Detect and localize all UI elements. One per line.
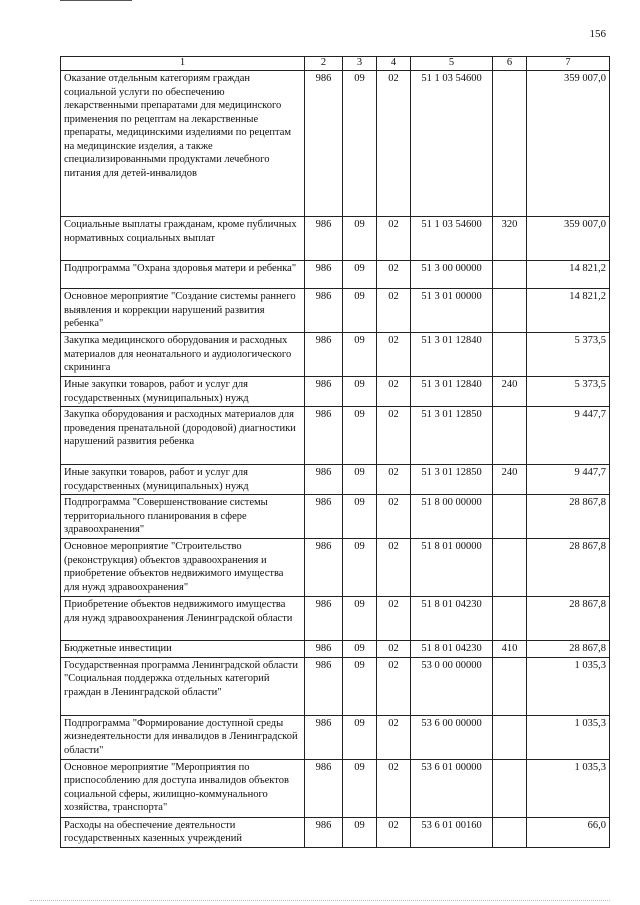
row-expense-type-cell (493, 407, 527, 465)
row-target-code-cell: 53 6 01 00160 (411, 817, 493, 847)
table-header-row (61, 57, 610, 71)
table-row (61, 495, 610, 539)
row-name-cell: Расходы на обеспечение деятельности государственных казенных учреждений (61, 817, 305, 847)
row-amount-cell: 9 447,7 (527, 407, 610, 465)
row-amount-cell: 28 867,8 (527, 597, 610, 641)
row-subsection-cell: 02 (377, 597, 411, 641)
table-row (61, 465, 610, 495)
row-section-cell: 09 (343, 641, 377, 658)
row-amount-cell: 5 373,5 (527, 333, 610, 377)
row-name-cell: Основное мероприятие "Мероприятия по приспособлению для доступа инвалидов объектов социальной сферы, жилищно-коммунального хозяйства, транспорта" (61, 759, 305, 817)
row-target-code-cell: 51 8 01 04230 (411, 597, 493, 641)
row-name-cell: Бюджетные инвестиции (61, 641, 305, 658)
row-section-cell: 09 (343, 333, 377, 377)
row-admin-code-cell: 986 (305, 597, 343, 641)
row-admin-code-cell: 986 (305, 641, 343, 658)
row-admin-code-cell: 986 (305, 465, 343, 495)
row-subsection-cell: 02 (377, 71, 411, 217)
header-col-7: 7 (527, 57, 610, 71)
row-section-cell: 09 (343, 377, 377, 407)
row-name-cell: Основное мероприятие "Строительство (реконструкция) объектов здравоохранения и приобретение объектов недвижимого имущества для нужд здравоохранения" (61, 539, 305, 597)
row-admin-code-cell: 986 (305, 817, 343, 847)
scan-edge-mark (60, 0, 132, 1)
row-expense-type-cell: 410 (493, 641, 527, 658)
row-section-cell: 09 (343, 657, 377, 715)
row-admin-code-cell: 986 (305, 261, 343, 289)
row-section-cell: 09 (343, 407, 377, 465)
row-name-cell: Закупка медицинского оборудования и расходных материалов для неонатального и аудиологического скрининга (61, 333, 305, 377)
table-row (61, 261, 610, 289)
row-subsection-cell: 02 (377, 407, 411, 465)
row-subsection-cell: 02 (377, 261, 411, 289)
row-name-cell: Иные закупки товаров, работ и услуг для государственных (муниципальных) нужд (61, 465, 305, 495)
row-subsection-cell: 02 (377, 377, 411, 407)
header-col-5: 5 (411, 57, 493, 71)
table-row (61, 657, 610, 715)
row-admin-code-cell: 986 (305, 217, 343, 261)
row-subsection-cell: 02 (377, 465, 411, 495)
row-section-cell: 09 (343, 597, 377, 641)
row-name-cell: Подпрограмма "Совершенствование системы территориального планирования в сфере здравоохранения" (61, 495, 305, 539)
row-expense-type-cell (493, 539, 527, 597)
row-section-cell: 09 (343, 289, 377, 333)
row-section-cell: 09 (343, 71, 377, 217)
row-name-cell: Государственная программа Ленинградской области "Социальная поддержка отдельных категорий граждан в Ленинградской области" (61, 657, 305, 715)
row-admin-code-cell: 986 (305, 71, 343, 217)
header-col-4: 4 (377, 57, 411, 71)
row-section-cell: 09 (343, 817, 377, 847)
header-col-2: 2 (305, 57, 343, 71)
row-subsection-cell: 02 (377, 217, 411, 261)
row-amount-cell: 1 035,3 (527, 657, 610, 715)
row-name-cell: Иные закупки товаров, работ и услуг для государственных (муниципальных) нужд (61, 377, 305, 407)
row-name-cell: Закупка оборудования и расходных материалов для проведения пренатальной (дородовой) диагностики нарушений развития ребенка (61, 407, 305, 465)
row-expense-type-cell (493, 657, 527, 715)
budget-table (60, 56, 610, 848)
row-target-code-cell: 51 8 01 00000 (411, 539, 493, 597)
row-subsection-cell: 02 (377, 759, 411, 817)
row-target-code-cell: 51 3 01 12850 (411, 407, 493, 465)
table-row (61, 333, 610, 377)
row-expense-type-cell (493, 495, 527, 539)
row-target-code-cell: 53 6 01 00000 (411, 759, 493, 817)
table-row (61, 539, 610, 597)
row-subsection-cell: 02 (377, 539, 411, 597)
page-number: 156 (589, 28, 606, 40)
header-col-3: 3 (343, 57, 377, 71)
row-section-cell: 09 (343, 217, 377, 261)
scan-bottom-edge (30, 900, 610, 901)
row-amount-cell: 1 035,3 (527, 759, 610, 817)
row-subsection-cell: 02 (377, 817, 411, 847)
table-row (61, 71, 610, 217)
table-row (61, 407, 610, 465)
row-amount-cell: 5 373,5 (527, 377, 610, 407)
row-section-cell: 09 (343, 715, 377, 759)
header-col-1: 1 (61, 57, 305, 71)
row-expense-type-cell (493, 817, 527, 847)
row-admin-code-cell: 986 (305, 333, 343, 377)
table-row (61, 217, 610, 261)
table-row (61, 641, 610, 658)
row-expense-type-cell (493, 715, 527, 759)
row-name-cell: Основное мероприятие "Создание системы раннего выявления и коррекции нарушений развития ребенка" (61, 289, 305, 333)
row-target-code-cell: 51 1 03 54600 (411, 71, 493, 217)
row-subsection-cell: 02 (377, 657, 411, 715)
row-target-code-cell: 51 3 01 12840 (411, 333, 493, 377)
row-subsection-cell: 02 (377, 715, 411, 759)
row-name-cell: Подпрограмма "Формирование доступной среды жизнедеятельности для инвалидов в Ленинградской области" (61, 715, 305, 759)
row-section-cell: 09 (343, 465, 377, 495)
row-amount-cell: 66,0 (527, 817, 610, 847)
row-expense-type-cell (493, 759, 527, 817)
row-amount-cell: 14 821,2 (527, 289, 610, 333)
row-expense-type-cell (493, 289, 527, 333)
row-amount-cell: 9 447,7 (527, 465, 610, 495)
header-col-6: 6 (493, 57, 527, 71)
table-row (61, 759, 610, 817)
row-admin-code-cell: 986 (305, 715, 343, 759)
row-amount-cell: 28 867,8 (527, 539, 610, 597)
row-subsection-cell: 02 (377, 333, 411, 377)
row-expense-type-cell: 240 (493, 465, 527, 495)
row-amount-cell: 28 867,8 (527, 641, 610, 658)
row-target-code-cell: 51 3 00 00000 (411, 261, 493, 289)
row-name-cell: Социальные выплаты гражданам, кроме публичных нормативных социальных выплат (61, 217, 305, 261)
row-expense-type-cell: 320 (493, 217, 527, 261)
table-row (61, 377, 610, 407)
table-row (61, 817, 610, 847)
row-name-cell: Оказание отдельным категориям граждан социальной услуги по обеспечению лекарственными препаратами для медицинского применения по рецептам на лекарственные препараты, медицинскими изделиями по рецептам на медицинские изделия, а также специализированными продуктами лечебного питания для детей-инвалидов (61, 71, 305, 217)
row-admin-code-cell: 986 (305, 495, 343, 539)
row-admin-code-cell: 986 (305, 657, 343, 715)
table-body (61, 71, 610, 848)
row-subsection-cell: 02 (377, 495, 411, 539)
row-admin-code-cell: 986 (305, 377, 343, 407)
row-target-code-cell: 51 1 03 54600 (411, 217, 493, 261)
row-section-cell: 09 (343, 539, 377, 597)
row-name-cell: Приобретение объектов недвижимого имущества для нужд здравоохранения Ленинградской области (61, 597, 305, 641)
row-admin-code-cell: 986 (305, 289, 343, 333)
row-target-code-cell: 51 3 01 12840 (411, 377, 493, 407)
row-expense-type-cell (493, 71, 527, 217)
row-expense-type-cell (493, 261, 527, 289)
row-admin-code-cell: 986 (305, 407, 343, 465)
row-amount-cell: 359 007,0 (527, 217, 610, 261)
row-expense-type-cell (493, 597, 527, 641)
row-section-cell: 09 (343, 759, 377, 817)
row-amount-cell: 28 867,8 (527, 495, 610, 539)
row-target-code-cell: 51 3 01 00000 (411, 289, 493, 333)
table-row (61, 597, 610, 641)
row-expense-type-cell (493, 333, 527, 377)
row-amount-cell: 1 035,3 (527, 715, 610, 759)
table-row (61, 715, 610, 759)
row-name-cell: Подпрограмма "Охрана здоровья матери и ребенка" (61, 261, 305, 289)
row-section-cell: 09 (343, 261, 377, 289)
row-subsection-cell: 02 (377, 641, 411, 658)
row-target-code-cell: 51 3 01 12850 (411, 465, 493, 495)
row-amount-cell: 359 007,0 (527, 71, 610, 217)
row-target-code-cell: 53 0 00 00000 (411, 657, 493, 715)
row-target-code-cell: 53 6 00 00000 (411, 715, 493, 759)
table-row (61, 289, 610, 333)
row-admin-code-cell: 986 (305, 539, 343, 597)
row-target-code-cell: 51 8 01 04230 (411, 641, 493, 658)
row-subsection-cell: 02 (377, 289, 411, 333)
row-section-cell: 09 (343, 495, 377, 539)
row-expense-type-cell: 240 (493, 377, 527, 407)
row-admin-code-cell: 986 (305, 759, 343, 817)
row-amount-cell: 14 821,2 (527, 261, 610, 289)
row-target-code-cell: 51 8 00 00000 (411, 495, 493, 539)
